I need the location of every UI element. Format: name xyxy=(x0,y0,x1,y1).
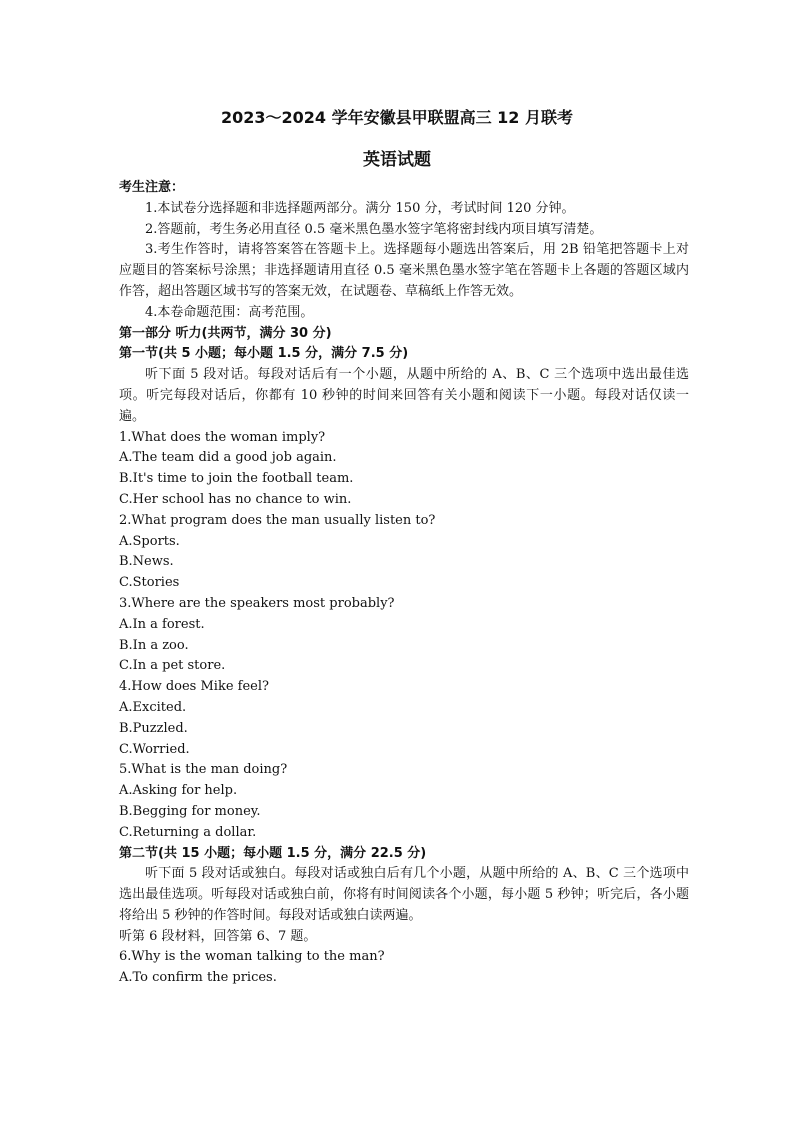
notice-item: 3.考生作答时，请将答案答在答题卡上。选择题每小题选出答案后，用 2B 铅笔把答题卡上对应题目的答案标号涂黑；非选择题请用直径 0.5 毫米黑色墨水签字笔在答题卡上各题的答题区域内作答，超出答题区域书写的答案无效，在试题卷、草稿纸上作答无效。 xyxy=(119,242,689,299)
exam-title: 2023～2024 学年安徽县甲联盟高三 12 月联考 xyxy=(220,108,574,127)
part-heading: 第一部分 听力(共两节，满分 30 分) xyxy=(119,325,332,341)
answer-option: B.Begging for money. xyxy=(119,803,261,819)
answer-option: C.Returning a dollar. xyxy=(119,824,257,840)
section-instructions: 听下面 5 段对话。每段对话后有一个小题，从题中所给的 A、B、C 三个选项中选出最佳选项。听完每段对话后，你都有 10 秒钟的时间来回答有关小题和阅读下一小题。每段对话仅读一遍。 xyxy=(119,367,689,424)
question-stem: 5.What is the man doing? xyxy=(119,762,288,778)
notice-heading: 考生注意： xyxy=(119,180,185,195)
answer-option: B.It's time to join the football team. xyxy=(119,471,354,487)
answer-option: B.Puzzled. xyxy=(119,720,188,736)
notice-item: 1.本试卷分选择题和非选择题两部分。满分 150 分，考试时间 120 分钟。 xyxy=(145,200,575,216)
notice-item: 2.答题前，考生务必用直径 0.5 毫米黑色墨水签字笔将密封线内项目填写清楚。 xyxy=(145,221,603,237)
material-note: 听第 6 段材料，回答第 6、7 题。 xyxy=(119,928,317,944)
answer-option: A.Sports. xyxy=(119,533,180,549)
question-stem: 2.What program does the man usually listen to? xyxy=(119,512,436,528)
answer-option: B.In a zoo. xyxy=(119,637,189,653)
section-instructions: 听下面 5 段对话或独白。每段对话或独白后有几个小题，从题中所给的 A、B、C 三个选项中选出最佳选项。听每段对话或独白前，你将有时间阅读各个小题，每小题 5 秒钟；听完后，各小题将给出 5 秒钟的作答时间。每段对话或独白读两遍。 xyxy=(119,866,689,923)
answer-option: A.In a forest. xyxy=(119,616,205,632)
answer-option: A.To confirm the prices. xyxy=(119,970,277,986)
answer-option: A.Excited. xyxy=(119,699,187,715)
question-stem: 6.Why is the woman talking to the man? xyxy=(119,949,385,965)
answer-option: C.Worried. xyxy=(119,741,190,757)
answer-option: B.News. xyxy=(119,554,174,570)
answer-option: C.Stories xyxy=(119,575,180,591)
exam-content xyxy=(119,178,689,989)
question-stem: 4.How does Mike feel? xyxy=(119,679,269,695)
answer-option: A.Asking for help. xyxy=(119,783,238,799)
section-heading: 第二节(共 15 小题；每小题 1.5 分，满分 22.5 分) xyxy=(119,845,427,861)
question-stem: 1.What does the woman imply? xyxy=(119,429,326,445)
exam-subject-title: 英语试题 xyxy=(363,150,431,170)
answer-option: A.The team did a good job again. xyxy=(119,450,337,466)
answer-option: C.Her school has no chance to win. xyxy=(119,491,352,507)
question-stem: 3.Where are the speakers most probably? xyxy=(119,595,395,611)
notice-item: 4.本卷命题范围：高考范围。 xyxy=(145,304,314,320)
section-heading: 第一节(共 5 小题；每小题 1.5 分，满分 7.5 分) xyxy=(119,346,409,362)
answer-option: C.In a pet store. xyxy=(119,658,226,674)
